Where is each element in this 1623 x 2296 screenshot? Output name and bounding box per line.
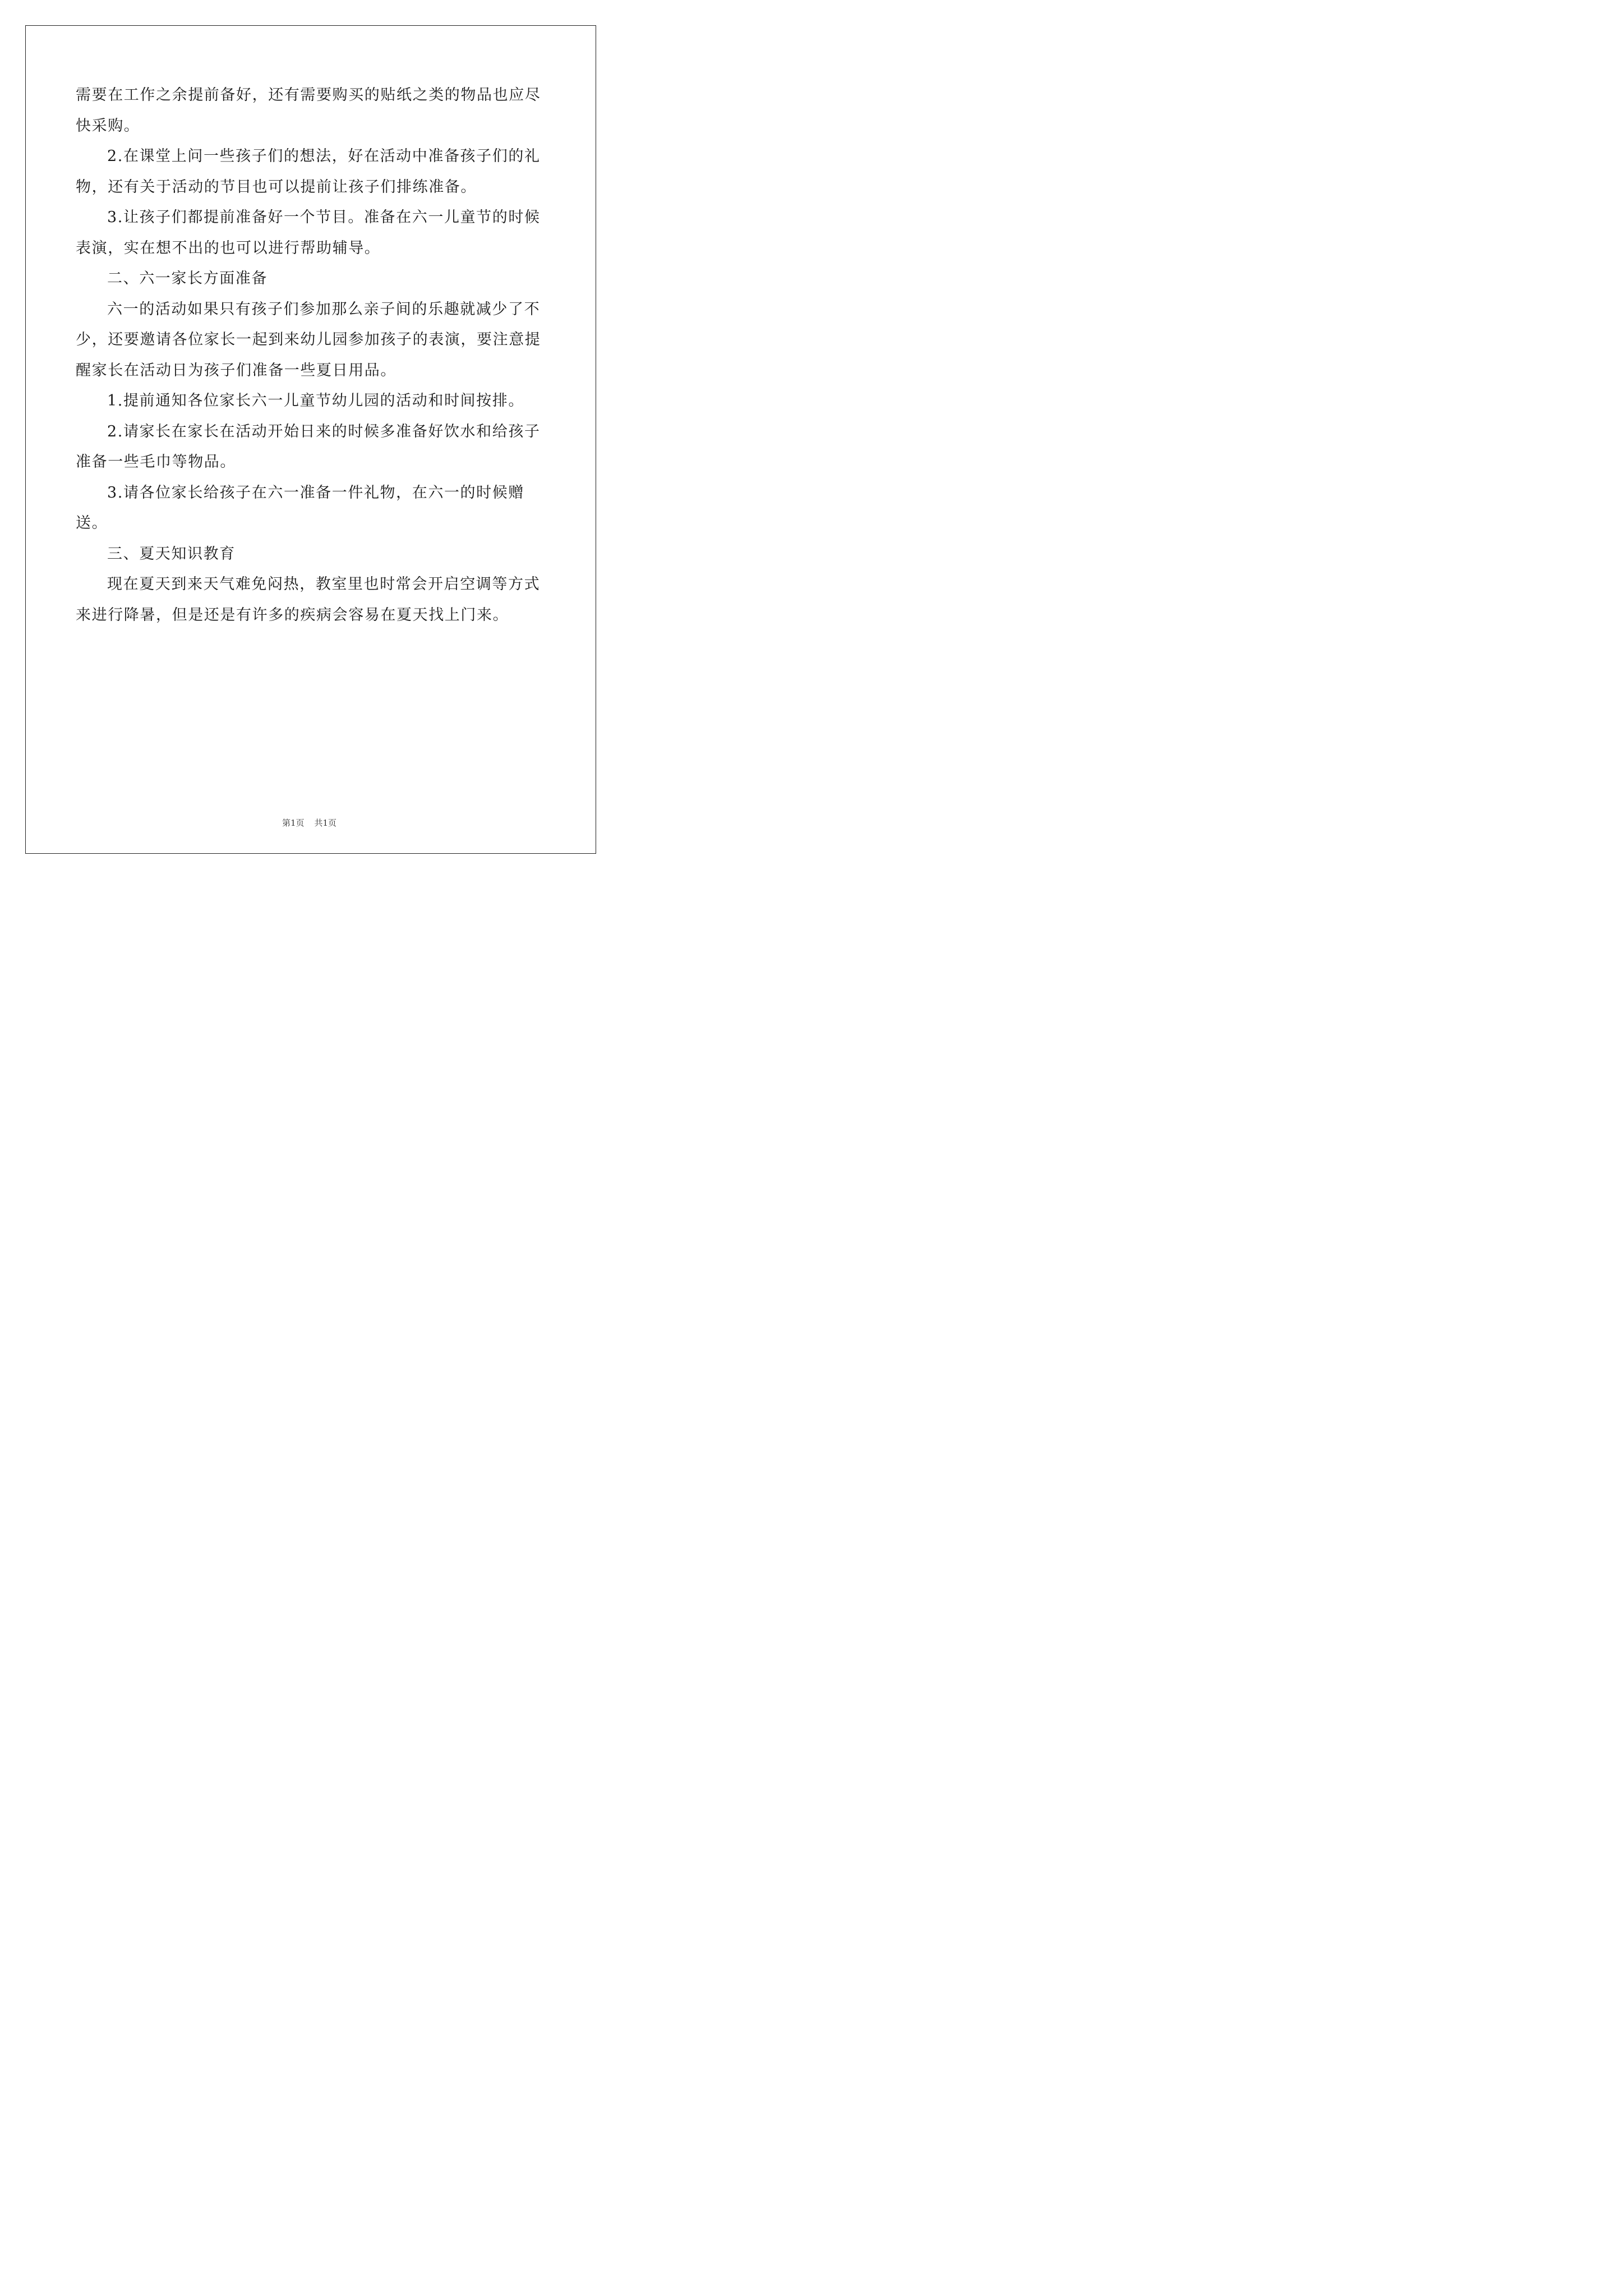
paragraph: 3.请各位家长给孩子在六一准备一件礼物，在六一的时候赠送。 — [76, 484, 524, 532]
section-heading: 三、夏天知识教育 — [107, 545, 236, 563]
paragraph: 3.让孩子们都提前准备好一个节目。准备在六一儿童节的时候表演，实在想不出的也可以进行帮助辅导。 — [76, 209, 541, 257]
page-number: 第1页 — [282, 818, 305, 828]
paragraph: 六一的活动如果只有孩子们参加那么亲子间的乐趣就减少了不少，还要邀请各位家长一起到来幼儿园参加孩子的表演，要注意提醒家长在活动日为孩子们准备一些夏日用品。 — [76, 300, 541, 379]
section-heading: 二、六一家长方面准备 — [107, 270, 268, 287]
paragraph: 1.提前通知各位家长六一儿童节幼儿园的活动和时间按排。 — [107, 392, 524, 409]
paragraph: 2.请家长在家长在活动开始日来的时候多准备好饮水和给孩子准备一些毛巾等物品。 — [76, 422, 541, 471]
page-total: 共1页 — [314, 818, 337, 828]
document-body — [76, 80, 550, 631]
paragraph: 现在夏天到来天气难免闷热，教室里也时常会开启空调等方式来进行降暑，但是还是有许多的疾病会容易在夏天找上门来。 — [76, 576, 541, 624]
page-footer — [0, 817, 619, 829]
paragraph: 需要在工作之余提前备好，还有需要购买的贴纸之类的物品也应尽快采购。 — [76, 86, 541, 135]
paragraph: 2.在课堂上问一些孩子们的想法，好在活动中准备孩子们的礼物，还有关于活动的节目也可以提前让孩子们排练准备。 — [76, 148, 541, 196]
